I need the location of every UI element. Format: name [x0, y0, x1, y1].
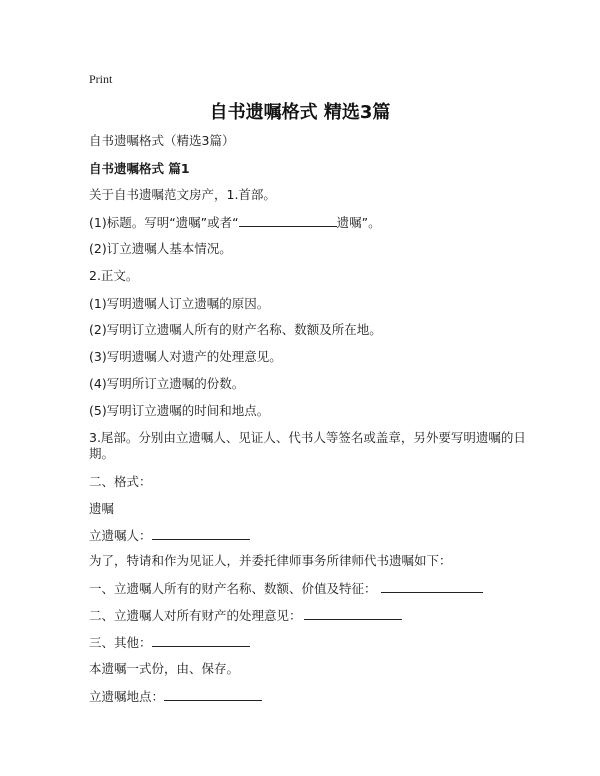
paragraph-19 [89, 688, 262, 705]
paragraph-12: 遗嘱 [89, 501, 115, 516]
blank-line [381, 580, 483, 593]
paragraph-8: (4)写明所订立遗嘱的份数。 [89, 376, 245, 391]
paragraph-3: (2)订立遗嘱人基本情况。 [89, 241, 232, 256]
page-title: 自书遗嘱格式 精选3篇 [209, 102, 391, 123]
property-label: 一、立遗嘱人所有的财产名称、数额、价值及特征： [89, 581, 377, 596]
blank-line [239, 214, 337, 227]
paragraph-11: 二、格式： [89, 474, 152, 489]
blank-line [304, 607, 402, 620]
paragraph-4: 2.正文。 [89, 268, 139, 283]
paragraph-2 [89, 214, 381, 231]
paragraph-13 [89, 527, 250, 544]
paragraph-6: (2)写明订立遗嘱人所有的财产名称、数额及所在地。 [89, 322, 382, 337]
paragraph-5: (1)写明遗嘱人订立遗嘱的原因。 [89, 296, 270, 311]
paragraph-16 [89, 607, 402, 624]
paragraph-15 [89, 580, 483, 597]
other-label: 三、其他： [89, 635, 152, 650]
paragraph-7: (3)写明遗嘱人对遗产的处理意见。 [89, 349, 282, 364]
print-label[interactable]: Print [89, 72, 113, 86]
blank-line [152, 527, 250, 540]
paragraph-14: 为了，特请和作为见证人，并委托律师事务所律师代书遗嘱如下： [89, 553, 452, 568]
section-heading: 自书遗嘱格式 篇1 [89, 161, 190, 176]
paragraph-2-after: 遗嘱”。 [336, 215, 381, 230]
paragraph-2-before: (1)标题。写明“遗嘱”或者“ [89, 215, 239, 230]
blank-line [152, 634, 250, 647]
testator-label: 立遗嘱人： [89, 528, 152, 543]
disposal-label: 二、立遗嘱人对所有财产的处理意见： [89, 608, 302, 623]
paragraph-18: 本遗嘱一式份，由、保存。 [89, 661, 240, 676]
location-label: 立遗嘱地点： [89, 689, 165, 704]
doc-subtitle: 自书遗嘱格式（精选3篇） [89, 133, 235, 148]
blank-line [164, 688, 262, 701]
paragraph-9: (5)写明订立遗嘱的时间和地点。 [89, 403, 270, 418]
paragraph-1: 关于自书遗嘱范文房产，1.首部。 [89, 187, 276, 202]
paragraph-10: 3.尾部。分别由立遗嘱人、见证人、代书人等签名或盖章，另外要写明遗嘱的日期。 [89, 430, 526, 461]
paragraph-17 [89, 634, 250, 651]
